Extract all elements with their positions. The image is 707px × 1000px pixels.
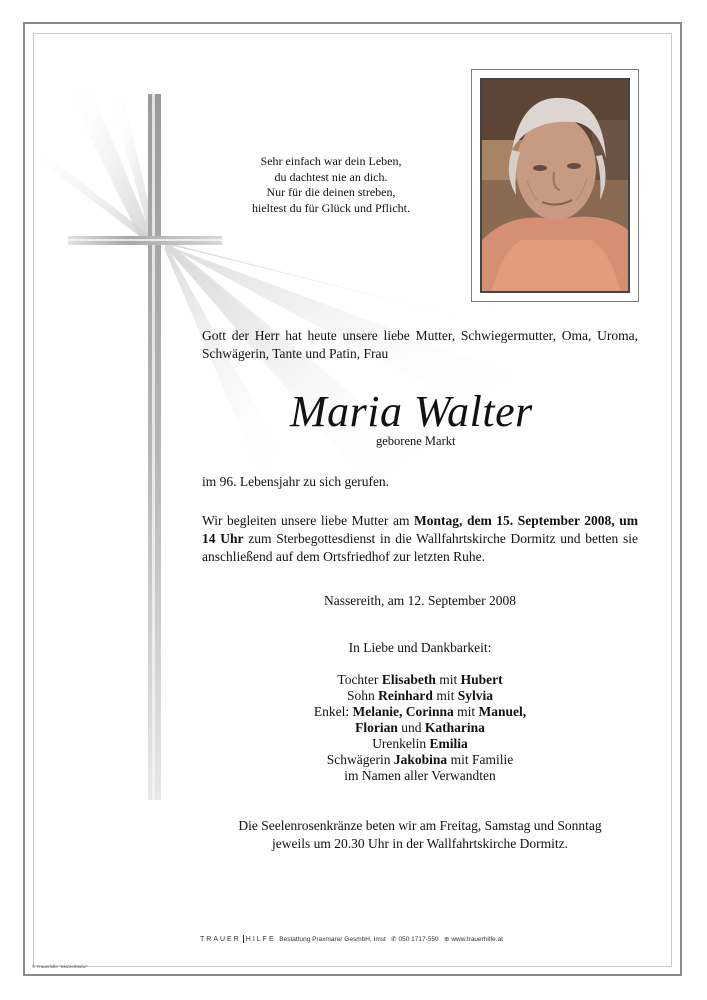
- poem-line: Sehr einfach war dein Leben,: [260, 154, 402, 168]
- brand-logo-text: TRAUER: [200, 936, 241, 943]
- poem-line: du dachtest nie an dich.: [274, 169, 388, 184]
- place-date: Nassereith, am 12. September 2008: [324, 593, 516, 608]
- rosary-line: jeweils um 20.30 Uhr in der Wallfahrtskirche Dormitz.: [272, 836, 568, 851]
- funeral-text: zum Sterbegottesdienst in die Wallfahrtskirche Dormitz und betten sie anschließend auf dem Ortsfriedhof zur letzten Ruhe.: [202, 531, 638, 564]
- footer: [200, 935, 503, 943]
- family-line: Schwägerin Jakobina mit Familie: [326, 752, 514, 767]
- portrait-photo: [480, 78, 630, 293]
- family-list: [202, 672, 638, 784]
- rosary-line: Die Seelenrosenkränze beten wir am Freitag, Samstag und Sonntag: [238, 818, 602, 833]
- cross-vertical-shine: [152, 94, 155, 800]
- family-line: Sohn Reinhard mit Sylvia: [347, 688, 493, 703]
- family-line: Florian und Katharina: [355, 720, 485, 735]
- announcement-intro: Gott der Herr hat heute unsere liebe Mutter, Schwiegermutter, Oma, Uroma, Schwägerin, Tante und Patin, Frau: [202, 328, 638, 361]
- funeral-date: Montag, dem 15. September 2008, um 14 Uhr: [202, 513, 638, 546]
- portrait-frame: [471, 69, 639, 302]
- family-line: im Namen aller Verwandten: [344, 768, 496, 783]
- company-name: Bestattung Praxmarer GesmbH, Imst: [279, 936, 386, 943]
- thanks-heading: In Liebe und Dankbarkeit:: [348, 640, 492, 655]
- family-line: Enkel: Melanie, Corinna mit Manuel,: [313, 704, 527, 719]
- age-text: im 96. Lebensjahr zu sich gerufen.: [202, 474, 390, 489]
- deceased-name: Maria Walter: [290, 387, 533, 436]
- brand-logo-text: HILFE: [245, 936, 276, 943]
- funeral-details: [202, 512, 638, 566]
- poem-line: hieltest du für Glück und Pflicht.: [252, 200, 410, 215]
- funeral-text: Wir begleiten unsere liebe Mutter am: [202, 513, 415, 528]
- phone-number: 050 1717-550: [398, 936, 439, 943]
- globe-icon: ⊕: [444, 936, 450, 943]
- rosary-notice: [160, 817, 680, 853]
- logo-divider: [243, 935, 244, 943]
- memorial-poem: [222, 154, 440, 216]
- maiden-name: geborene Markt: [376, 434, 456, 448]
- family-line: Tochter Elisabeth mit Hubert: [337, 672, 503, 687]
- phone-icon: ✆: [391, 936, 397, 943]
- family-line: Urenkelin Emilia: [372, 736, 468, 751]
- cross-horizontal-shine: [68, 239, 222, 241]
- poem-line: Nur für die deinen streben,: [266, 185, 396, 199]
- website: www.trauerhilfe.at: [451, 936, 503, 943]
- credit-text: © Trauerhilfe "Skizze/Motiv": [32, 964, 88, 969]
